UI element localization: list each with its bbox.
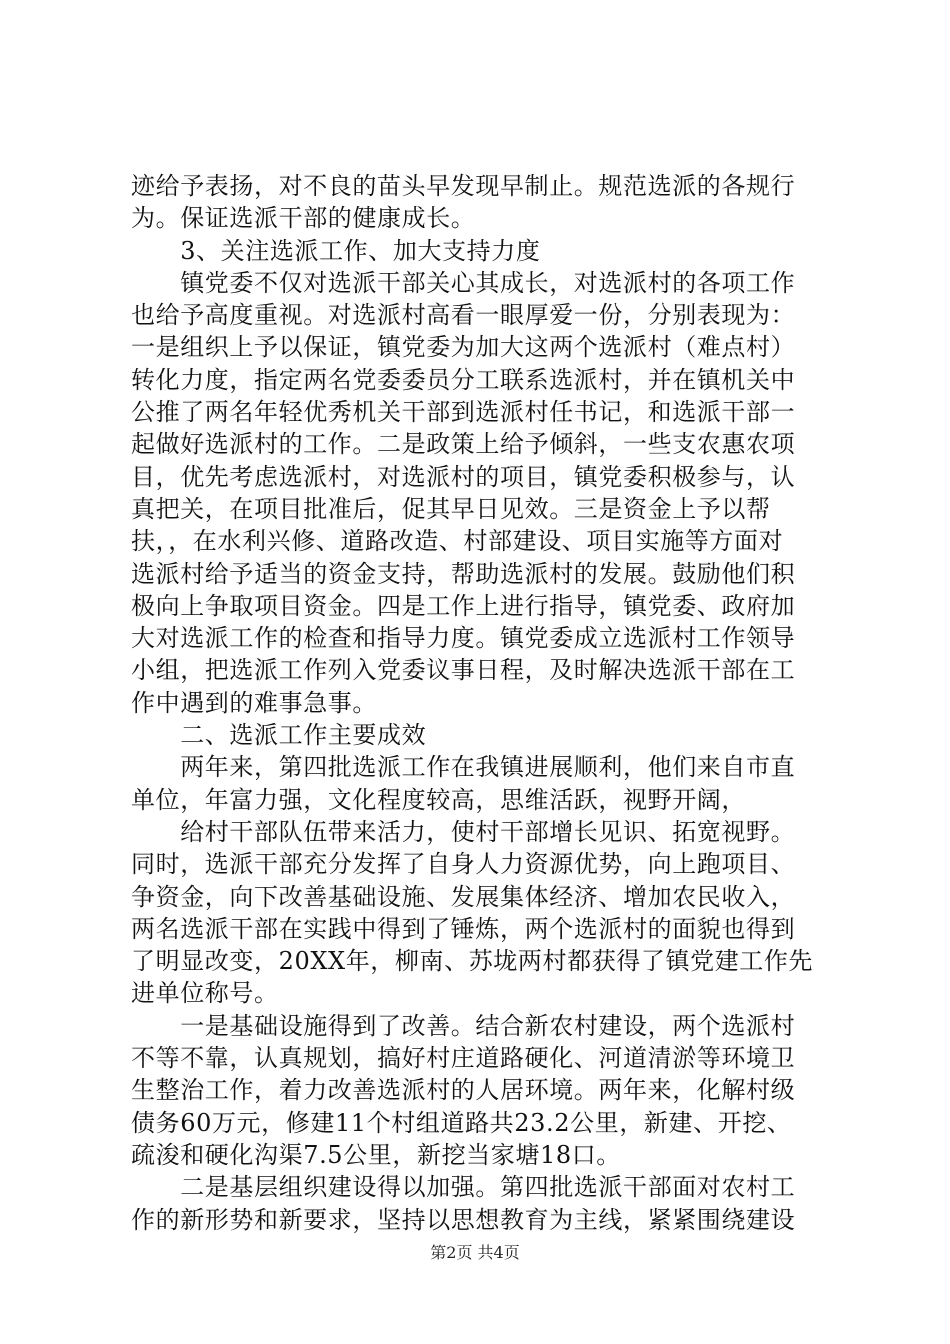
text-line: 公推了两名年轻优秀机关干部到选派村任书记，和选派干部一 <box>131 398 796 427</box>
text-line: 真把关，在项目批准后，促其早日见效。三是资金上予以帮 <box>131 494 771 523</box>
text-line: 进单位称号。 <box>131 979 279 1008</box>
text-line: 扶，，在水利兴修、道路改造、村部建设、项目实施等方面对 <box>131 527 784 556</box>
text-line: 转化力度，指定两名党委委员分工联系选派村，并在镇机关中 <box>131 365 796 394</box>
text-line: 也给予高度重视。对选派村高看一眼厚爱一份，分别表现为： <box>131 301 796 330</box>
text-line: 小组，把选派工作列入党委议事日程，及时解决选派干部在工 <box>131 656 796 685</box>
text-line: 生整治工作，着力改善选派村的人居环境。两年来，化解村级 <box>131 1076 796 1105</box>
section-heading: 二、选派工作主要成效 <box>131 721 427 750</box>
text-line: 镇党委不仅对选派干部关心其成长，对选派村的各项工作 <box>131 268 796 297</box>
text-line: 争资金，向下改善基础设施、发展集体经济、增加农民收入， <box>131 882 796 911</box>
text-line: 为。保证选派干部的健康成长。 <box>131 204 476 233</box>
text-line: 两名选派干部在实践中得到了锤炼，两个选派村的面貌也得到 <box>131 914 796 943</box>
document-body <box>131 170 831 1236</box>
text-line: 债务60万元，修建11个村组道路共23.2公里，新建、开挖、 <box>131 1108 792 1137</box>
section-heading: 3、关注选派工作、加大支持力度 <box>131 236 541 265</box>
text-line: 目，优先考虑选派村，对选派村的项目，镇党委积极参与，认 <box>131 462 796 491</box>
text-line: 给村干部队伍带来活力，使村干部增长见识、拓宽视野。 <box>131 817 796 846</box>
text-line: 了明显改变，20XX年，柳南、苏垅两村都获得了镇党建工作先 <box>131 947 814 976</box>
text-line: 迹给予表扬，对不良的苗头早发现早制止。规范选派的各规行 <box>131 172 796 200</box>
page-number-footer: 第2页 共4页 <box>430 1243 520 1262</box>
text-line: 同时，选派干部充分发挥了自身人力资源优势，向上跑项目、 <box>131 850 796 879</box>
text-line: 单位，年富力强，文化程度较高，思维活跃，视野开阔， <box>131 785 746 814</box>
text-line: 一是组织上予以保证，镇党委为加大这两个选派村（难点村） <box>131 333 796 362</box>
text-line: 二是基层组织建设得以加强。第四批选派干部面对农村工 <box>131 1173 796 1202</box>
text-line: 作的新形势和新要求，坚持以思想教育为主线，紧紧围绕建设 <box>131 1205 796 1234</box>
text-line: 选派村给予适当的资金支持，帮助选派村的发展。鼓励他们积 <box>131 559 796 588</box>
text-line: 大对选派工作的检查和指导力度。镇党委成立选派村工作领导 <box>131 624 796 653</box>
text-line: 极向上争取项目资金。四是工作上进行指导，镇党委、政府加 <box>131 591 796 620</box>
text-line: 一是基础设施得到了改善。结合新农村建设，两个选派村 <box>131 1011 796 1040</box>
text-line: 作中遇到的难事急事。 <box>131 688 377 717</box>
text-line: 疏浚和硬化沟渠7.5公里，新挖当家塘18口。 <box>131 1140 621 1169</box>
text-line: 不等不靠，认真规划，搞好村庄道路硬化、河道清淤等环境卫 <box>131 1044 796 1073</box>
text-line: 起做好选派村的工作。二是政策上给予倾斜，一些支农惠农项 <box>131 430 796 459</box>
text-line: 两年来，第四批选派工作在我镇进展顺利，他们来自市直 <box>131 753 796 782</box>
